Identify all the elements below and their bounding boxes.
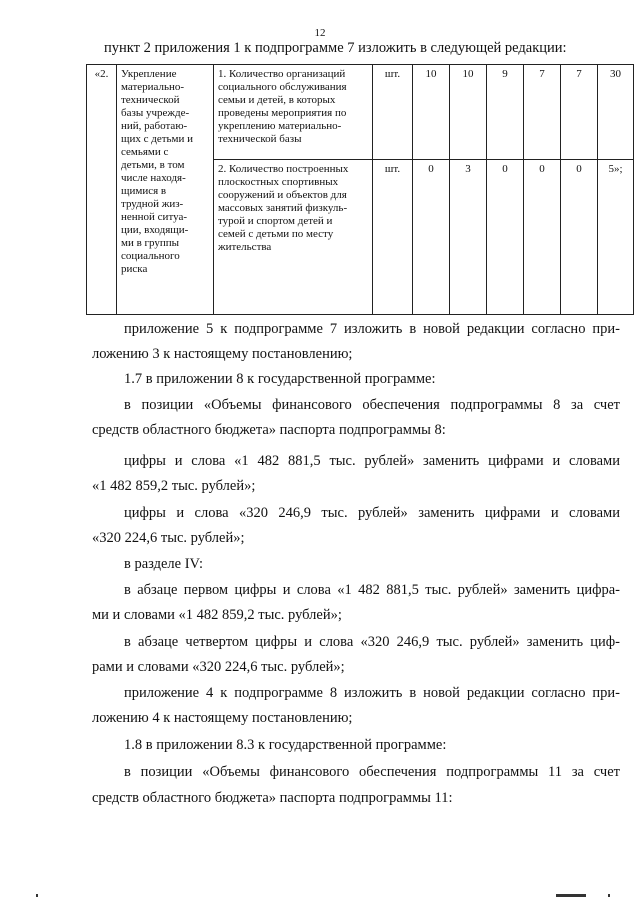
paragraph-line: ложению 4 к настоящему постановлению; (92, 710, 353, 726)
value-cell: 10 (413, 65, 450, 160)
value-cell: 0 (487, 160, 524, 315)
table-row (87, 65, 634, 160)
intro-text: пункт 2 приложения 1 к подпрограмме 7 изложить в следующей редакции: (104, 40, 567, 56)
value-cell: 9 (487, 65, 524, 160)
task-line: риска (121, 263, 148, 275)
indicator-line: 2. Количество построенных (218, 163, 349, 175)
value-cell: 30 (598, 65, 634, 160)
task-line: технической (121, 94, 180, 106)
task-line: детьми, в том (121, 159, 185, 171)
unit-cell: шт. (373, 65, 413, 160)
indicator-cell (214, 160, 373, 315)
value-cell: 3 (450, 160, 487, 315)
paragraph-line: 1.7 в приложении 8 к государственной программе: (124, 371, 436, 387)
paragraph-line: в разделе IV: (124, 556, 203, 572)
value-cell: 7 (524, 65, 561, 160)
task-line: семьями с (121, 146, 169, 158)
task-line: ний, работаю- (121, 120, 188, 132)
page-number: 12 (314, 27, 326, 39)
paragraph-line: ми и словами «1 482 859,2 тыс. рублей»; (92, 607, 342, 623)
paragraph-line: приложение 4 к подпрограмме 8 изложить в новой редакции согласно при- (124, 685, 620, 701)
value-cell: 0 (561, 160, 598, 315)
paragraph-line: ложению 3 к настоящему постановлению; (92, 346, 353, 362)
task-line: ми в группы (121, 237, 180, 249)
paragraph-line: рами и словами «320 224,6 тыс. рублей»; (92, 659, 345, 675)
value-cell: 7 (561, 65, 598, 160)
paragraph-line: цифры и слова «1 482 881,5 тыс. рублей» заменить цифрами и словами (124, 453, 620, 469)
indicator-line: массовых занятий физкуль- (218, 202, 348, 214)
row-number: «2. (87, 65, 117, 315)
indicators-table (86, 64, 634, 315)
value-cell: 5»; (598, 160, 634, 315)
indicator-line: технической базы (218, 133, 302, 145)
task-line: Укрепление (121, 68, 177, 80)
task-line: щимися в (121, 185, 167, 197)
paragraph-line: цифры и слова «320 246,9 тыс. рублей» заменить цифрами и словами (124, 505, 620, 521)
task-line: базы учрежде- (121, 107, 190, 119)
paragraph-line: средств областного бюджета» паспорта подпрограммы 8: (92, 422, 446, 438)
task-line: трудной жиз- (121, 198, 184, 210)
value-cell: 0 (413, 160, 450, 315)
indicator-line: жительства (218, 241, 272, 253)
paragraph-line: в абзаце четвертом цифры и слова «320 246,9 тыс. рублей» заменить циф- (124, 634, 620, 650)
indicator-line: социального обслуживания (218, 81, 347, 93)
paragraph-line: в позиции «Объемы финансового обеспечения подпрограммы 8 за счет (124, 397, 620, 413)
indicator-line: плоскостных спортивных (218, 176, 339, 188)
unit-cell: шт. (373, 160, 413, 315)
task-line: ции, входящи- (121, 224, 189, 236)
indicator-line: 1. Количество организаций (218, 68, 346, 80)
paragraph-line: «320 224,6 тыс. рублей»; (92, 530, 245, 546)
scan-edge-mark (556, 894, 586, 897)
paragraph-line: в абзаце первом цифры и слова «1 482 881,5 тыс. рублей» заменить цифра- (124, 582, 620, 598)
indicator-line: семьи и детей, в которых (218, 94, 336, 106)
value-cell: 0 (524, 160, 561, 315)
indicator-line: сооружений и объектов для (218, 189, 347, 201)
indicator-cell (214, 65, 373, 160)
indicator-line: проведены мероприятия по (218, 107, 347, 119)
paragraph-line: «1 482 859,2 тыс. рублей»; (92, 478, 256, 494)
value-cell: 10 (450, 65, 487, 160)
task-line: социального (121, 250, 180, 262)
paragraph-line: средств областного бюджета» паспорта подпрограммы 11: (92, 790, 453, 806)
scan-edge-mark (36, 894, 38, 897)
task-line: числе находя- (121, 172, 186, 184)
indicator-line: семей с детьми по месту (218, 228, 334, 240)
task-line: щих с детьми и (121, 133, 194, 145)
task-line: ненной ситуа- (121, 211, 188, 223)
task-line: материально- (121, 81, 185, 93)
paragraph-line: 1.8 в приложении 8.3 к государственной программе: (124, 737, 447, 753)
paragraph-line: приложение 5 к подпрограмме 7 изложить в новой редакции согласно при- (124, 321, 620, 337)
scan-edge-mark (608, 894, 610, 897)
paragraph-line: в позиции «Объемы финансового обеспечения подпрограммы 11 за счет (124, 764, 620, 780)
task-cell (117, 65, 214, 315)
indicator-line: укреплению материально- (218, 120, 342, 132)
indicator-line: турой и спортом детей и (218, 215, 333, 227)
